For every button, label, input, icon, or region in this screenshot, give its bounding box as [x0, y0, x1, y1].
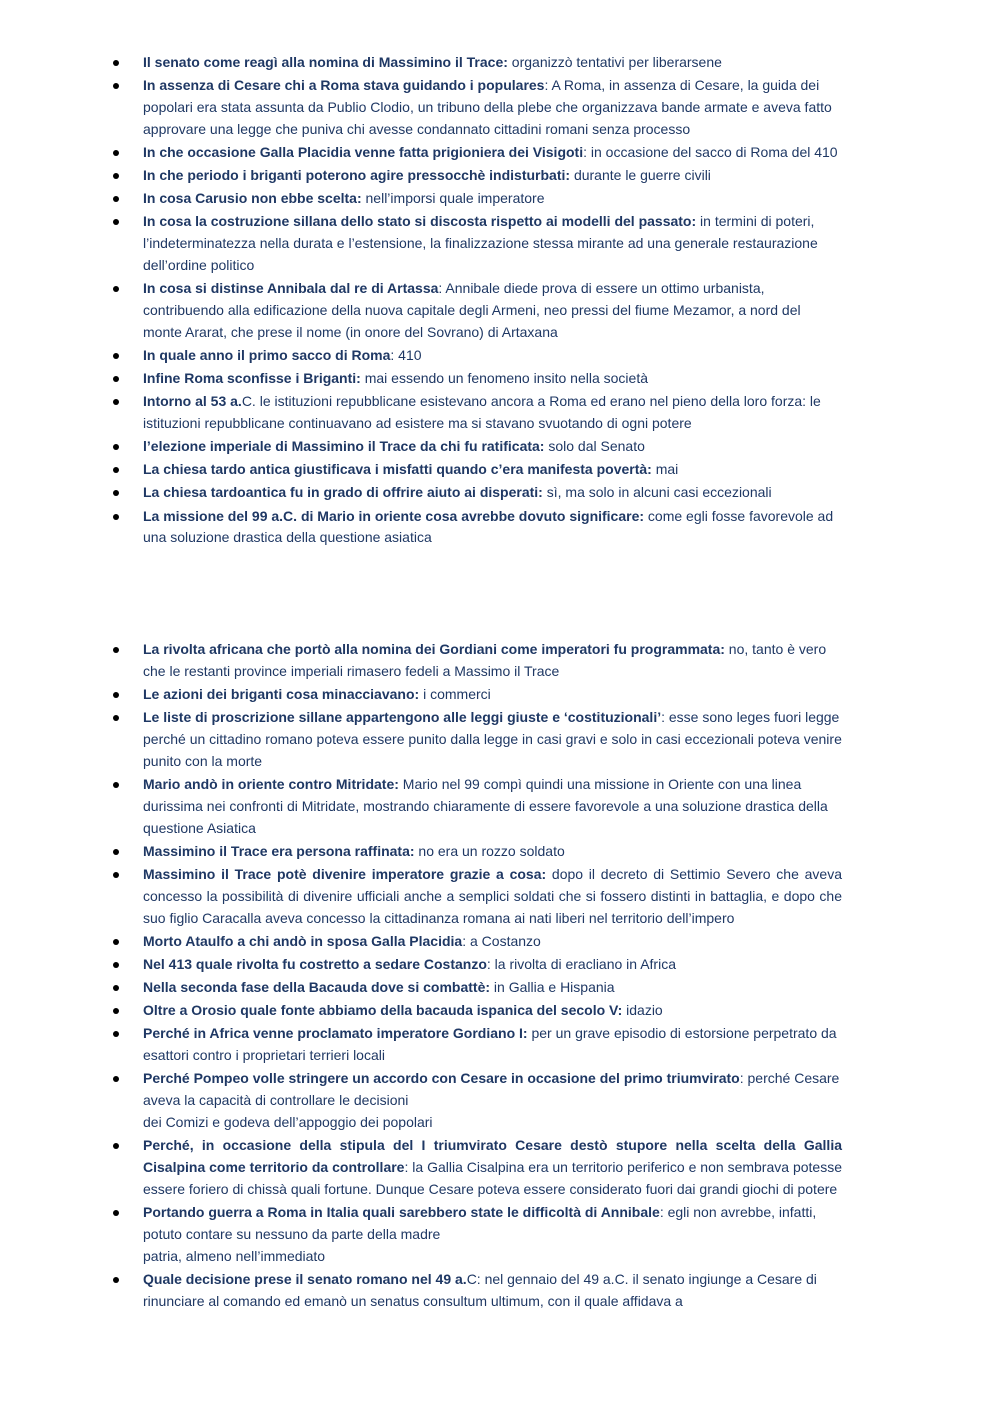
list-item [112, 459, 842, 481]
list-item [112, 639, 842, 683]
question-text: In cosa la costruzione sillana dello stato si discosta rispetto ai modelli del passato: [143, 213, 697, 230]
bullet-icon [113, 150, 119, 156]
list-item [112, 142, 842, 164]
bullet-icon [113, 939, 119, 945]
answer-text: : la rivolta di eracliano in Africa [486, 956, 676, 972]
answer-text-continued: patria, almeno nell’immediato [143, 1247, 326, 1264]
list-item [112, 482, 842, 504]
list-item [112, 707, 842, 773]
bullet-icon [113, 1277, 119, 1283]
question-text: Intorno al 53 a. [143, 393, 242, 410]
list-item [112, 368, 842, 390]
answer-text: per un grave episodio di estorsione perpetrato da esattori contro i proprietari terrieri locali [143, 1025, 837, 1064]
list-item [112, 1000, 842, 1022]
answer-text: idazio [622, 1002, 663, 1019]
list-item [112, 684, 842, 706]
question-text: Quale decisione prese il senato romano nel 49 a. [143, 1271, 467, 1287]
bullet-icon [113, 1143, 119, 1149]
bullet-icon [113, 286, 119, 292]
question-text: Le liste di proscrizione sillane appartengono alle leggi giuste e ‘costituzionali’ [143, 709, 662, 726]
list-item [112, 75, 842, 141]
question-text: Infine Roma sconfisse i Briganti: [143, 370, 361, 387]
question-text: Oltre a Orosio quale fonte abbiamo della bacauda ispanica del secolo V: [143, 1002, 623, 1019]
question-text: La chiesa tardoantica fu in grado di offrire aiuto ai disperati: [143, 484, 543, 501]
answer-text: no, tanto è vero che le restanti province imperiali rimasero fedeli a Massimo il Trace [143, 641, 827, 679]
bullet-icon [113, 1031, 119, 1037]
bullet-icon [113, 173, 119, 179]
list-item [112, 278, 842, 344]
list-item [112, 1202, 842, 1268]
list-item [112, 506, 842, 550]
question-text: Il senato come reagì alla nomina di Massimino il Trace: [143, 54, 508, 70]
bullet-icon [113, 353, 119, 359]
bullet-icon [113, 872, 119, 878]
list-item [112, 864, 842, 930]
answer-text: : egli non avrebbe, infatti, potuto contare su nessuno da parte della madre [143, 1204, 817, 1242]
list-item [112, 436, 842, 458]
bullet-icon [113, 490, 119, 496]
bullet-icon [113, 1008, 119, 1014]
answer-text: : perché Cesare aveva la capacità di controllare le decisioni [143, 1070, 840, 1109]
bullet-icon [113, 849, 119, 855]
question-text: In cosa Carusio non ebbe scelta: [143, 190, 362, 207]
question-text: In assenza di Cesare chi a Roma stava guidando i populares [143, 77, 545, 94]
list-item [112, 954, 842, 976]
answer-text: : a Costanzo [462, 932, 541, 949]
answer-text: solo dal Senato [544, 438, 645, 455]
answer-text: durante le guerre civili [570, 167, 711, 184]
answer-text: : la Gallia Cisalpina era un territorio periferico e non sembrava potesse essere foriero di chissà quali fortune. Dunque Cesare poteva essere considerato fuori dai grandi giochi di potere [143, 1159, 842, 1197]
bullet-icon [113, 219, 119, 225]
bullet-icon [113, 647, 119, 653]
question-text: Perché in Africa venne proclamato imperatore Gordiano I: [143, 1025, 528, 1042]
question-text: In cosa si distinse Annibala dal re di Artassa [143, 280, 439, 297]
bullet-icon [113, 60, 119, 66]
question-text: Mario andò in oriente contro Mitridate: [143, 776, 399, 792]
list-item [112, 52, 842, 74]
answer-text: : esse sono leges fuori legge perché un cittadino romano poteva essere punito dalla legge in casi gravi e solo in casi eccezionali poteva venire punito con la morte [143, 709, 842, 769]
question-text: Perché Pompeo volle stringere un accordo con Cesare in occasione del primo triumvirato [143, 1070, 740, 1087]
list-item [112, 211, 842, 277]
bullet-icon [113, 83, 119, 89]
bullet-icon [113, 782, 119, 788]
question-text: Le azioni dei briganti cosa minacciavano: [143, 686, 420, 702]
answer-text: : A Roma, in assenza di Cesare, la guida dei popolari era stata assunta da Publio Clodio, un tribuno della plebe che organizzava bande armate e aveva fatto approvare una legge che puniva chi avesse condannato cittadini romani senza processo [143, 77, 832, 137]
question-text: Morto Ataulfo a chi andò in sposa Galla Placidia [143, 932, 463, 949]
question-text: Massimino il Trace potè divenire imperatore grazie a cosa: [143, 866, 547, 882]
list-item [112, 165, 842, 187]
question-text: In che occasione Galla Placidia venne fatta prigioniera dei Visigoti [143, 144, 584, 160]
bullet-icon [113, 376, 119, 382]
bullet-icon [113, 196, 119, 202]
question-text: Perché, in occasione della stipula del I triumvirato Cesare destò stupore nella scelta della Gallia Cisalpina come territorio da controllare [143, 1137, 842, 1176]
question-text: l’elezione imperiale di Massimino il Trace da chi fu ratificata: [143, 438, 545, 455]
question-text: Portando guerra a Roma in Italia quali sarebbero state le difficoltà di Annibale [143, 1204, 660, 1221]
bullet-icon [113, 514, 119, 520]
answer-text: in termini di poteri, l’indeterminatezza nella durata e l’estensione, la finalizzazione stessa mirante ad una generale restaurazione dell’ordine politico [143, 213, 818, 274]
answer-text: organizzò tentativi per liberarsene [507, 54, 722, 70]
bullet-icon [113, 692, 119, 698]
bullet-icon [113, 1076, 119, 1082]
answer-text: sì, ma solo in alcuni casi eccezionali [542, 484, 772, 501]
answer-text: in Gallia e Hispania [490, 979, 615, 996]
list-item [112, 391, 842, 435]
bullet-icon [113, 715, 119, 721]
list-item [112, 188, 842, 210]
answer-text: C: nel gennaio del 49 a.C. il senato ingiunge a Cesare di rinunciare al comando ed emanò un senatus consultum ultimum, con il quale affidava a [143, 1271, 817, 1309]
list-item [112, 931, 842, 953]
answer-text: C. le istituzioni repubblicane esistevano ancora a Roma ed erano nel pieno della loro forza: le istituzioni repubblicane continuavano ad esistere ma si stavano svuotando di ogni potere [143, 393, 821, 432]
answer-text: mai essendo un fenomeno insito nella società [360, 370, 649, 387]
question-text: Nel 413 quale rivolta fu costretto a sedare Costanzo [143, 956, 487, 972]
answer-text: mai [651, 461, 679, 478]
list-item [112, 345, 842, 367]
question-text: La chiesa tardo antica giustificava i misfatti quando c’era manifesta povertà: [143, 461, 652, 478]
question-text: Massimino il Trace era persona raffinata: [143, 842, 415, 859]
question-text: In che periodo i briganti poterono agire pressocchè indisturbati: [143, 167, 571, 184]
answer-text: : in occasione del sacco di Roma del 410 [583, 144, 838, 160]
list-item [112, 977, 842, 999]
bullet-icon [113, 399, 119, 405]
bullet-icon [113, 1210, 119, 1216]
question-text: In quale anno il primo sacco di Roma [143, 347, 391, 364]
answer-text: nell’imporsi quale imperatore [361, 190, 545, 207]
list-item [112, 1023, 842, 1067]
answer-text: : 410 [390, 347, 422, 364]
answer-text-continued: dei Comizi e godeva dell’appoggio dei popolari [143, 1114, 433, 1131]
bullet-icon [113, 985, 119, 991]
question-list-part-2 [112, 639, 842, 1314]
bullet-icon [113, 962, 119, 968]
list-item [112, 774, 842, 840]
list-item [112, 1135, 842, 1201]
bullet-icon [113, 444, 119, 450]
answer-text: : Annibale diede prova di essere un ottimo urbanista, contribuendo alla edificazione della nuova capitale degli Armeni, neo pressi del fiume Mezamor, a nord del monte Ararat, che prese il nome (in onore del Sovrano) di Artaxana [143, 280, 801, 340]
list-item [112, 1068, 842, 1134]
answer-text: i commerci [419, 686, 491, 702]
question-list-part-1 [112, 52, 842, 551]
list-item [112, 841, 842, 863]
question-text: La rivolta africana che portò alla nomina dei Gordiani come imperatori fu programmata: [143, 641, 725, 657]
question-text: Nella seconda fase della Bacauda dove si combattè: [143, 979, 491, 996]
answer-text: dopo il decreto di Settimio Severo che aveva concesso la possibilità di divenire ufficiali anche a semplici soldati che si fossero distinti in battaglia, e dopo che suo figlio Caracalla aveva concesso la cittadinanza romana ai nati liberi nel territorio dell’impero [143, 866, 842, 926]
answer-text: Mario nel 99 compì quindi una missione in Oriente con una linea durissima nei confronti di Mitridate, mostrando chiaramente di essere favorevole a una soluzione drastica della questione Asiatica [143, 776, 828, 836]
bullet-icon [113, 467, 119, 473]
answer-text: come egli fosse favorevole ad una soluzione drastica della questione asiatica [143, 507, 834, 546]
answer-text: no era un rozzo soldato [414, 842, 565, 859]
list-item [112, 1269, 842, 1313]
question-text: La missione del 99 a.C. di Mario in oriente cosa avrebbe dovuto significare: [143, 507, 645, 524]
